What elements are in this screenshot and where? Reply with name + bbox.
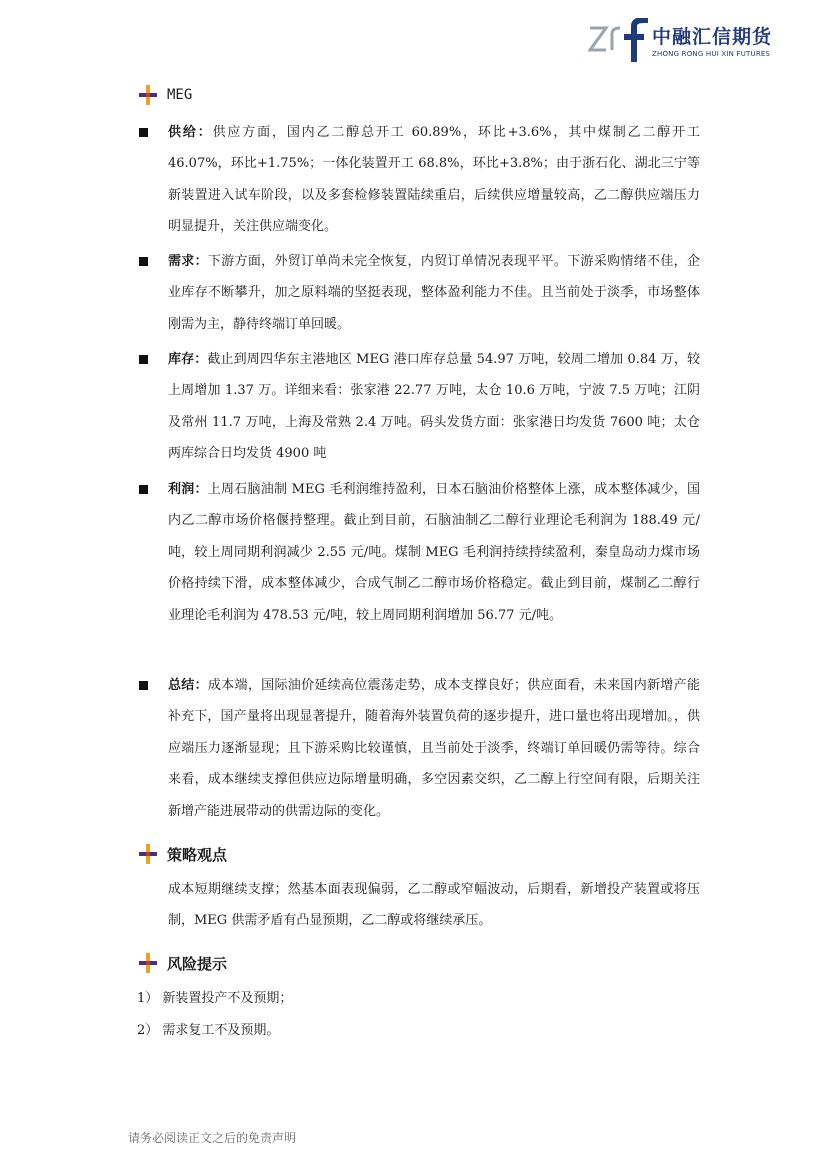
bullet-square-icon bbox=[139, 128, 148, 137]
strategy-paragraph: 成本短期继续支撑；然基本面表现偏弱，乙二醇或窄幅波动，后期看，新增投产装置或将压制，MEG 供需矛盾有凸显预期，乙二醇或将继续承压。 bbox=[168, 882, 700, 929]
bullet-square-icon bbox=[139, 355, 148, 364]
section-meg-header bbox=[137, 83, 192, 107]
section-risk-header bbox=[137, 951, 227, 975]
bullet-text: 供应方面，国内乙二醇总开工 60.89%，环比+3.6%，其中煤制乙二醇开工 46.07%，环比+1.75%；一体化装置开工 68.8%，环比+3.8%；由于浙石化、湖北三宁等新装置进入试车阶段，以及多套检修装置陆续重启，后续供应增量较高，乙二醇供应端压力明显提升，关注供应端变化。 bbox=[168, 125, 700, 235]
bullet-text: 截止到周四华东主港地区 MEG 港口库存总量 54.97 万吨，较周二增加 0.84 万，较上周增加 1.37 万。详细来看：张家港 22.77 万吨，太仓 10.6 万吨，宁波 7.5 万吨；江阴及常州 11.7 万吨，上海及常熟 2.4 万吨。码头发货方面：张家港日均发货 7600 吨；太仓两库综合日均发货 4900 吨 bbox=[168, 352, 700, 462]
bullet-demand bbox=[168, 246, 700, 340]
cross-icon bbox=[137, 843, 159, 865]
section-title-strategy: 策略观点 bbox=[167, 845, 228, 864]
bullet-text: 上周石脑油制 MEG 毛利润维持盈利，日本石脑油价格整体上涨，成本整体减少，国内乙二醇市场价格偃持整理。截止到目前，石脑油制乙二醇行业理论毛利润为 188.49 元/吨，较上周同期利润减少 2.55 元/吨。煤制 MEG 毛利润持续持续盈利，秦皇岛动力煤市场价格持续下滑，成本整体减少，合成气制乙二醇市场价格稳定。截止到目前，煤制乙二醇行业理论毛利润为 478.53 元/吨，较上周同期利润增加 56.77 元/吨。 bbox=[168, 482, 700, 623]
bullet-label: 总结： bbox=[168, 678, 208, 693]
company-logo bbox=[588, 14, 788, 66]
cross-icon bbox=[137, 952, 159, 974]
bullet-inventory bbox=[168, 344, 700, 470]
section-title-risk: 风险提示 bbox=[167, 954, 228, 973]
zrf-logo-mark bbox=[588, 18, 650, 62]
bullet-label: 利润： bbox=[168, 482, 208, 497]
bullet-square-icon bbox=[139, 257, 148, 266]
bullet-text: 成本端，国际油价延续高位震荡走势，成本支撑良好；供应面看，未来国内新增产能补充下，国产量将出现显著提升，随着海外装置负荷的逐步提升，进口量也将出现增加。，供应端压力逐渐显现；且下游采购比较谨慎，且当前处于淡季，终端订单回暖仍需等待。综合来看，成本继续支撑但供应边际增量明确，多空因素交织，乙二醇上行空间有限，后期关注新增产能进展带动的供需边际的变化。 bbox=[168, 678, 700, 819]
logo-name-en: ZHONG RONG HUI XIN FUTURES bbox=[652, 50, 771, 58]
bullet-square-icon bbox=[139, 681, 148, 690]
bullet-text: 下游方面，外贸订单尚未完全恢复，内贸订单情况表现平平。下游采购情绪不佳，企业库存不断攀升，加之原料端的坚挺表现，整体盈利能力不佳。且当前处于淡季，市场整体刚需为主，静待终端订单回暖。 bbox=[168, 254, 700, 332]
risk-item: 2） 需求复工不及预期。 bbox=[137, 1023, 280, 1038]
bullet-label: 库存： bbox=[168, 352, 208, 367]
bullet-label: 供给： bbox=[168, 125, 213, 140]
cross-icon bbox=[137, 84, 159, 106]
section-strategy-header bbox=[137, 842, 227, 866]
bullet-square-icon bbox=[139, 485, 148, 494]
bullet-label: 需求： bbox=[168, 254, 208, 269]
logo-name-cn: 中融汇信期货 bbox=[652, 26, 773, 48]
section-title-meg: MEG bbox=[167, 87, 193, 103]
bullet-supply bbox=[168, 117, 700, 243]
disclaimer-footer: 请务必阅读正文之后的免责声明 bbox=[128, 1131, 297, 1145]
bullet-summary bbox=[168, 670, 700, 827]
risk-item: 1） 新装置投产不及预期； bbox=[137, 991, 293, 1006]
bullet-profit bbox=[168, 474, 700, 631]
